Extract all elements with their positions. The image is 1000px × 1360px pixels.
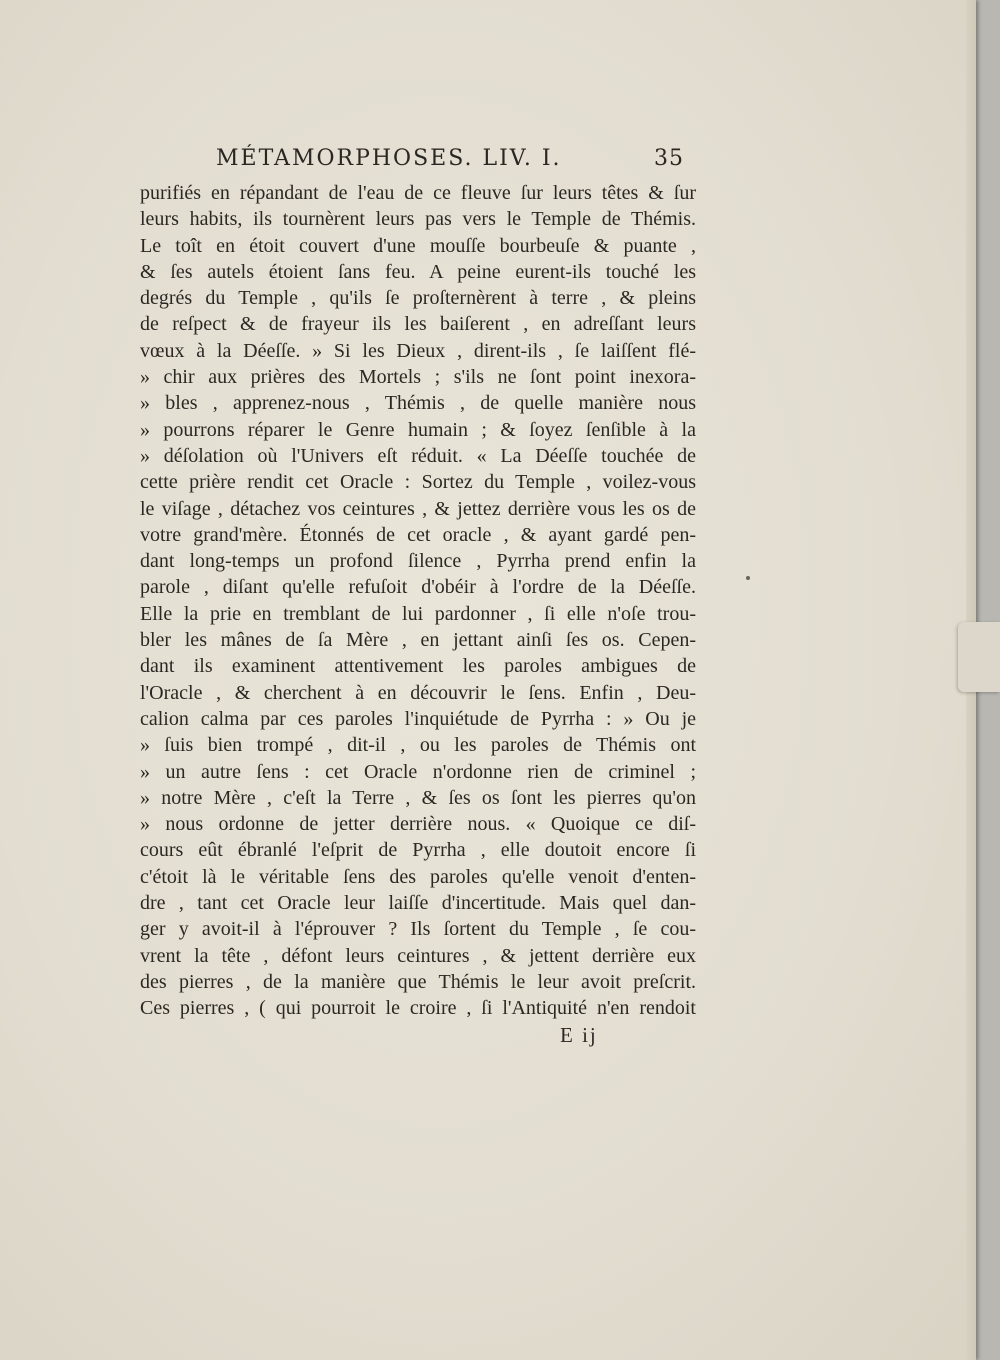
text-line: cours eût ébranlé l'eſprit de Pyrrha , elle doutoit encore ſi bbox=[140, 839, 696, 862]
text-line: » notre Mère , c'eſt la Terre , & ſes os ſont les pierres qu'on bbox=[140, 786, 696, 809]
text-line: des pierres , de la manière que Thémis le leur avoit preſcrit. bbox=[140, 970, 696, 993]
text-line: ger y avoit-il à l'éprouver ? Ils ſortent du Temple , ſe cou- bbox=[140, 918, 696, 941]
page-number: 35 bbox=[654, 146, 684, 171]
text-line: de reſpect & de frayeur ils les baiſerent , en adreſſant leurs bbox=[140, 313, 696, 336]
text-line: l'Oracle , & cherchent à en découvrir le ſens. Enfin , Deu- bbox=[140, 681, 696, 704]
text-line: vrent la tête , défont leurs ceintures , & jettent derrière eux bbox=[140, 944, 696, 967]
text-line: votre grand'mère. Étonnés de cet oracle , & ayant gardé pen- bbox=[140, 523, 696, 546]
text-line: vœux à la Déeſſe. » Si les Dieux , dirent-ils , ſe laiſſent flé- bbox=[140, 339, 696, 362]
text-line: » pourrons réparer le Genre humain ; & ſoyez ſenſible à la bbox=[140, 418, 696, 441]
text-line: dant long-temps un profond ſilence , Pyrrha prend enfin la bbox=[140, 550, 696, 573]
text-line: leurs habits, ils tournèrent leurs pas vers le Temple de Thémis. bbox=[140, 208, 696, 231]
running-head-title: MÉTAMORPHOSES. LIV. I. bbox=[216, 146, 562, 171]
text-line: Le toît en étoit couvert d'une mouſſe bourbeuſe & puante , bbox=[140, 234, 696, 257]
text-line: degrés du Temple , qu'ils ſe proſternèrent à terre , & pleins bbox=[140, 287, 696, 310]
text-line: bler les mânes de ſa Mère , en jettant ainſi ſes os. Cepen- bbox=[140, 629, 696, 652]
text-line: » un autre ſens : cet Oracle n'ordonne rien de criminel ; bbox=[140, 760, 696, 783]
text-line: dre , tant cet Oracle leur laiſſe d'incertitude. Mais quel dan- bbox=[140, 892, 696, 915]
text-line: le viſage , détachez vos ceintures , & jettez derrière vous les os de bbox=[140, 497, 696, 520]
signature-mark: E ij bbox=[560, 1023, 598, 1047]
text-line: c'étoit là le véritable ſens des paroles qu'elle venoit d'enten- bbox=[140, 865, 696, 888]
text-line: » chir aux prières des Mortels ; s'ils ne ſont point inexora- bbox=[140, 366, 696, 389]
text-line: cette prière rendit cet Oracle : Sortez du Temple , voilez-vous bbox=[140, 471, 696, 494]
text-line: » nous ordonne de jetter derrière nous. « Quoique ce diſ- bbox=[140, 813, 696, 836]
text-line: Elle la prie en tremblant de lui pardonner , ſi elle n'oſe trou- bbox=[140, 602, 696, 625]
text-line: » ſuis bien trompé , dit-il , ou les paroles de Thémis ont bbox=[140, 734, 696, 757]
page-tab bbox=[958, 622, 1000, 692]
text-line: & ſes autels étoient ſans feu. A peine eurent-ils touché les bbox=[140, 260, 696, 283]
text-line: dant ils examinent attentivement les paroles ambigues de bbox=[140, 655, 696, 678]
text-line: Ces pierres , ( qui pourroit le croire , ſi l'Antiquité n'en rendoit bbox=[140, 997, 696, 1020]
body-text bbox=[140, 180, 696, 1022]
running-head bbox=[140, 144, 696, 180]
text-line: parole , diſant qu'elle refuſoit d'obéir à l'ordre de la Déeſſe. bbox=[140, 576, 696, 599]
text-line: » déſolation où l'Univers eſt réduit. « La Déeſſe touchée de bbox=[140, 444, 696, 467]
paper-speck bbox=[746, 576, 750, 580]
text-line: calion calma par ces paroles l'inquiétude de Pyrrha : » Ou je bbox=[140, 707, 696, 730]
text-line: purifiés en répandant de l'eau de ce fleuve ſur leurs têtes & ſur bbox=[140, 182, 696, 204]
text-line: » bles , apprenez-nous , Thémis , de quelle manière nous bbox=[140, 392, 696, 415]
